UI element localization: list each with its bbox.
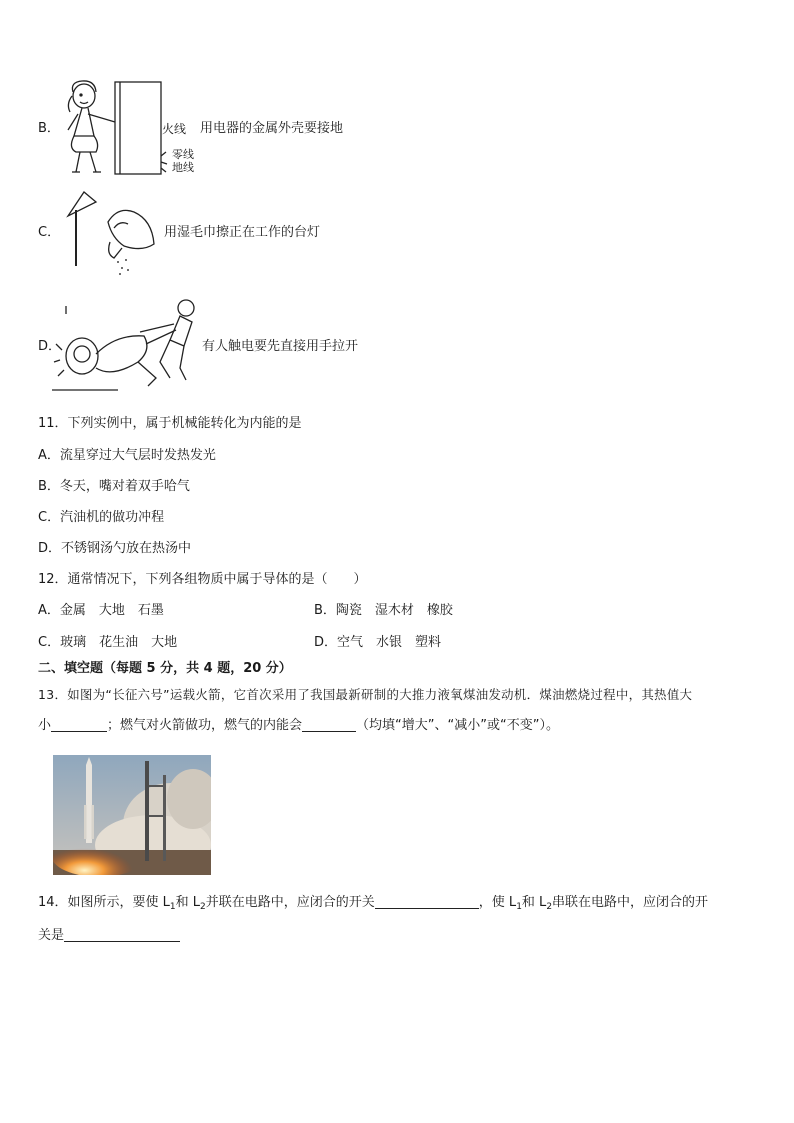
q11-option-d: D．不锈钢汤勺放在热汤中 [38, 541, 192, 556]
q13-blank-2[interactable] [302, 717, 356, 732]
q11-option-c: C．汽油机的做功冲程 [38, 510, 165, 525]
q13-blank-1[interactable] [51, 717, 107, 732]
q13-text-b: ；燃气对火箭做功，燃气的内能会 [107, 718, 303, 733]
desk-lamp-towel-illustration [62, 188, 162, 278]
option-b-label: B． [38, 121, 60, 136]
q12-option-a: A．金属 大地 石墨 [38, 603, 164, 618]
q14-text-2: 和 L [175, 895, 201, 910]
q14-sub-4: 2 [546, 902, 553, 912]
q14-sub-2: 2 [200, 902, 206, 912]
q11-stem: 11．下列实例中，属于机械能转化为内能的是 [38, 416, 302, 431]
girl-fridge-illustration [60, 78, 172, 178]
q14-text-1: 14．如图所示，要使 L [38, 895, 170, 910]
option-c-label: C． [38, 225, 61, 240]
q14-sub-3: 1 [516, 902, 522, 912]
q14-blank-1[interactable] [375, 894, 479, 909]
q14-line-1 [38, 894, 708, 916]
q14-line-2-text: 关是 [38, 928, 65, 943]
q14-text-5: 和 L [521, 895, 547, 910]
section-2-heading: 二、填空题（每题 5 分，共 4 题，20 分） [38, 661, 292, 676]
q12-option-c: C．玻璃 花生油 大地 [38, 635, 178, 650]
q12-option-d: D．空气 水银 塑料 [314, 635, 442, 650]
q14-text-4: ，使 L [478, 895, 517, 910]
q14-text-3: 并联在电路中，应闭合的开关 [205, 895, 375, 910]
q14-blank-2[interactable] [64, 927, 180, 942]
q13-line-2 [38, 717, 559, 735]
rocket-launch-photo [53, 755, 211, 875]
q11-option-b: B．冬天，嘴对着双手哈气 [38, 479, 190, 494]
option-c-caption: 用湿毛巾擦正在工作的台灯 [164, 225, 321, 240]
option-b-tag-neutral-wire: 零线 [172, 148, 194, 161]
option-b-caption: 用电器的金属外壳要接地 [200, 121, 344, 136]
q13-line-1: 13．如图为“长征六号”运载火箭，它首次采用了我国最新研制的大推力液氧煤油发动机．煤油燃烧过程中，其热值大 [38, 687, 693, 702]
q12-option-b: B．陶瓷 湿木材 橡胶 [314, 603, 453, 618]
q13-text-c: （均填“增大”、“减小”或“不变”）。 [356, 718, 559, 733]
q11-option-a: A．流星穿过大气层时发热发光 [38, 448, 216, 463]
q14-line-2 [38, 927, 180, 945]
option-b-tag-ground-wire: 地线 [172, 161, 194, 174]
q14-sub-1: 1 [169, 902, 176, 912]
option-d-label: D． [38, 339, 62, 354]
electric-shock-rescue-illustration [52, 294, 202, 398]
option-b-tag-live-wire: 火线 [162, 122, 187, 136]
option-d-caption: 有人触电要先直接用手拉开 [202, 339, 359, 354]
q12-stem: 12．通常情况下，下列各组物质中属于导体的是（ ） [38, 572, 367, 587]
q13-text-a: 小 [38, 718, 52, 733]
q14-text-6: 串联在电路中，应闭合的开 [552, 895, 709, 910]
